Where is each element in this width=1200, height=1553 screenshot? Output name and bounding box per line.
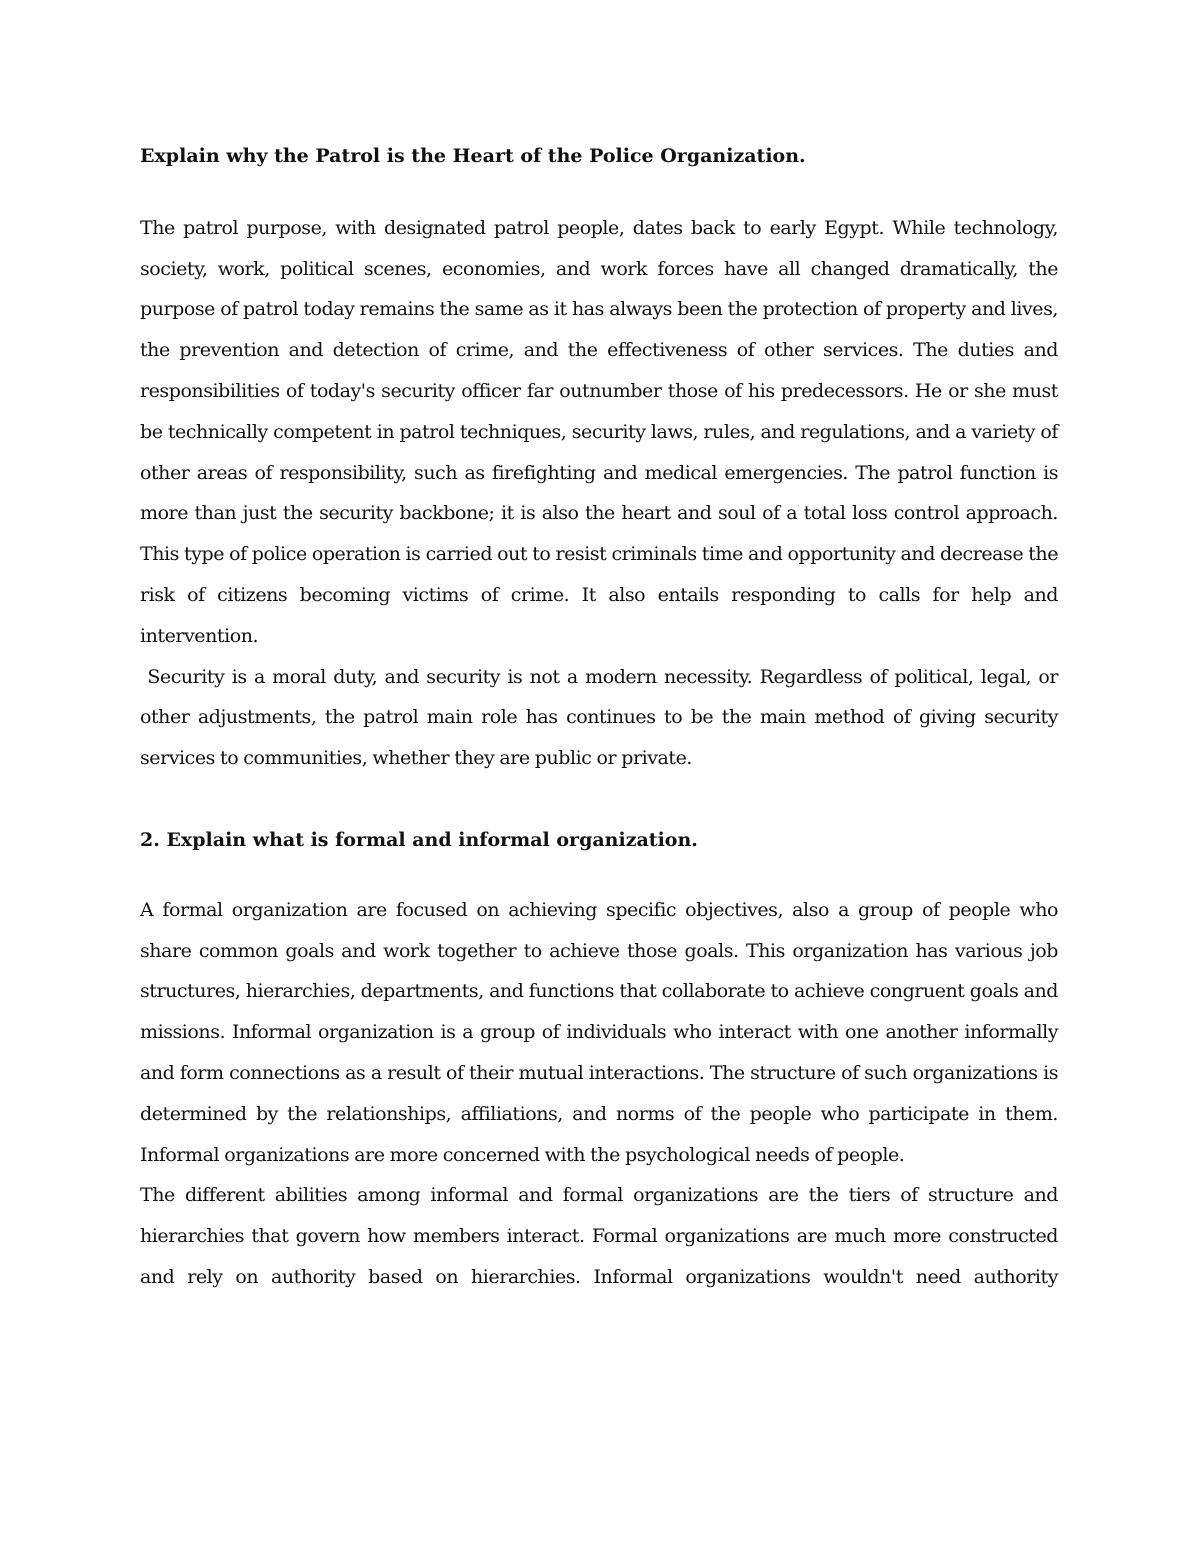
section-2-heading: 2. Explain what is formal and informal organization. xyxy=(140,828,698,851)
section-2-paragraph-2: The different abilities among informal and formal organizations are the tiers of structure and hierarchies that govern how members interact. Formal organizations are much more constructed and rely on authority based on hierarchies. Informal organizations wouldn't need authority xyxy=(140,1184,1058,1288)
document-page xyxy=(140,136,1064,1298)
section-1-paragraph-2: Security is a moral duty, and security is not a modern necessity. Regardless of political, legal, or other adjustments, the patrol main role has continues to be the main method of giving security services to communities, whether they are public or private. xyxy=(140,665,1064,770)
section-2-paragraph-1: A formal organization are focused on achieving specific objectives, also a group of people who share common goals and work together to achieve those goals. This organization has various job structures, hierarchies, departments, and functions that collaborate to achieve congruent goals and missions. Informal organization is a group of individuals who interact with one another informally and form connections as a result of their mutual interactions. The structure of such organizations is determined by the relationships, affiliations, and norms of the people who participate in them. Informal organizations are more concerned with the psychological needs of people. xyxy=(140,898,1058,1166)
section-1-paragraph-1: The patrol purpose, with designated patrol people, dates back to early Egypt. While technology, society, work, political scenes, economies, and work forces have all changed dramatically, the purpose of patrol today remains the same as it has always been the protection of property and lives, the prevention and detection of crime, and the effectiveness of other services. The duties and responsibilities of today's security officer far outnumber those of his predecessors. He or she must be technically competent in patrol techniques, security laws, rules, and regulations, and a variety of other areas of responsibility, such as firefighting and medical emergencies. The patrol function is more than just the security backbone; it is also the heart and soul of a total loss control approach. This type of police operation is carried out to resist criminals time and opportunity and decrease the risk of citizens becoming victims of crime. It also entails responding to calls for help and intervention. xyxy=(140,216,1058,647)
section-1-heading: Explain why the Patrol is the Heart of the Police Organization. xyxy=(140,145,806,167)
